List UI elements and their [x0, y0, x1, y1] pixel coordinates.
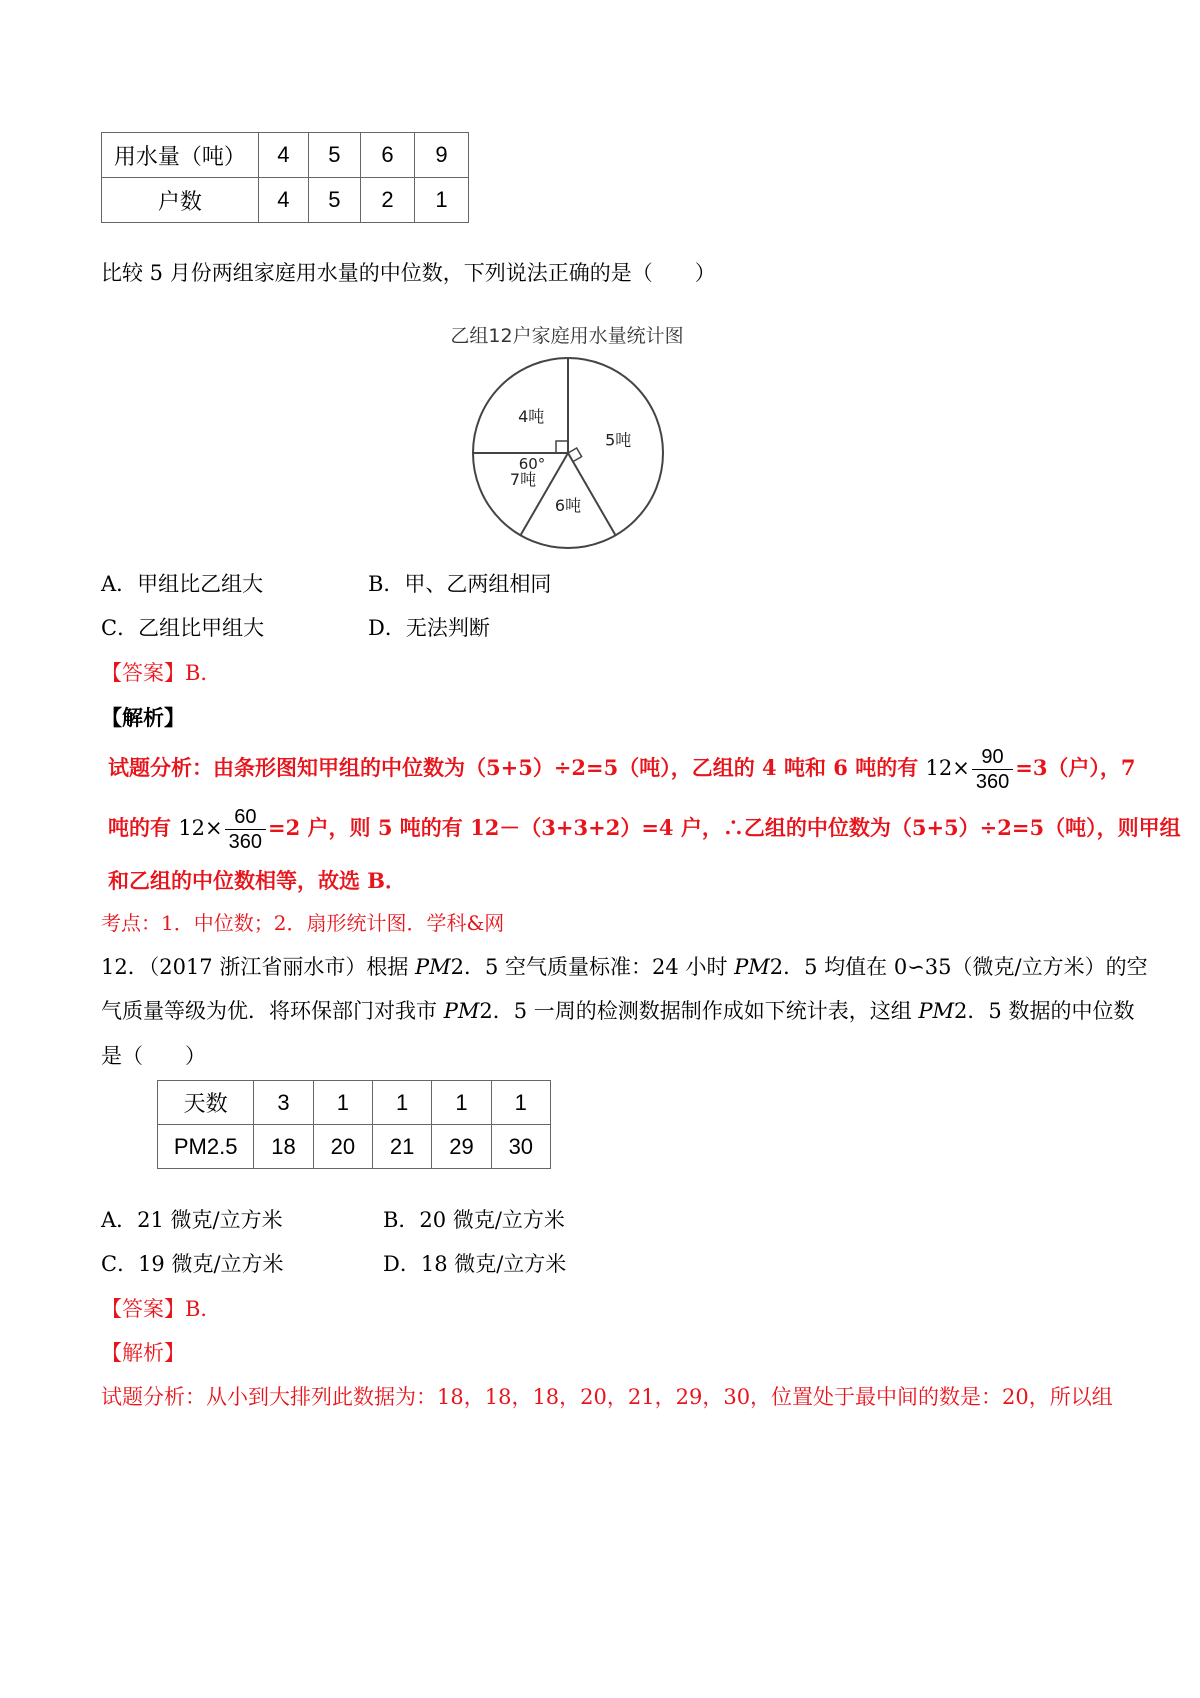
fraction	[225, 805, 266, 854]
answer-text: 【答案】B．	[101, 661, 222, 685]
option-b: B．甲、乙两组相同	[368, 572, 552, 596]
table-cell: 6	[360, 133, 414, 178]
table-cell: 5	[308, 178, 360, 223]
pie-chart-svg	[404, 318, 704, 554]
pie-slice-label: 5吨	[605, 430, 632, 450]
q12-line-2	[101, 996, 1134, 1026]
option-d: D．无法判断	[368, 616, 490, 640]
analysis-text: =2 户，则 5 吨的有 12－（3+3+2）=4 户，∴乙组的中位数为（5+5）÷2=5（吨），则甲组	[268, 815, 1181, 840]
option-a: A．21 微克/立方米	[101, 1208, 283, 1232]
pie-slice-label: 4吨	[518, 407, 545, 427]
analysis-text: 吨的有	[108, 815, 179, 840]
option-b: B．20 微克/立方米	[383, 1208, 565, 1232]
analysis-text: 12×	[925, 756, 970, 780]
question-text: 气质量等级为优．将环保部门对我市	[101, 999, 444, 1023]
pie-slice-boundary	[568, 453, 616, 535]
table-cell: 1	[372, 1081, 431, 1125]
table-cell: 29	[432, 1125, 491, 1169]
table-cell: 18	[254, 1125, 313, 1169]
question-text: PM	[443, 999, 480, 1023]
table-cell: 20	[313, 1125, 372, 1169]
analysis-text: 试题分析：由条形图知甲组的中位数为（5+5）÷2=5（吨），乙组的 4 吨和 6 吨的有	[108, 755, 926, 780]
table-cell: 1	[491, 1081, 550, 1125]
question-text: PM	[918, 999, 955, 1023]
question-text: PM	[415, 955, 451, 979]
analysis-line-3: 和乙组的中位数相等，故选 B．	[108, 868, 407, 893]
option-c: C．乙组比甲组大	[101, 616, 265, 640]
fraction-denominator: 360	[975, 771, 1010, 793]
table-cell: 4	[258, 178, 308, 223]
water-usage-table	[101, 132, 469, 223]
table-cell: 4	[258, 133, 308, 178]
option-c: C．19 微克/立方米	[101, 1252, 284, 1276]
table-cell: 1	[414, 178, 468, 223]
pie-slice-label: 6吨	[554, 496, 582, 515]
pie-chart	[404, 318, 704, 554]
question-text: 2．5 均值在 0∽35（微克/立方米）的空	[769, 955, 1148, 979]
angle-annotation: 60°	[518, 455, 546, 473]
analysis-label: 【解析】	[101, 1341, 185, 1365]
kaodian: 考点：1．中位数；2．扇形统计图．学科&网	[101, 911, 505, 935]
answer-label	[101, 658, 221, 688]
question-text: 12．（2017 浙江省丽水市）根据	[101, 955, 416, 979]
question-text: 2．5 空气质量标准：24 小时	[450, 955, 735, 979]
fraction-numerator: 60	[225, 805, 266, 830]
table-cell: PM2.5	[158, 1125, 254, 1169]
analysis-line-1	[108, 743, 1136, 794]
analysis-text: =3（户），7	[1015, 755, 1136, 780]
analysis-line-2	[108, 803, 1181, 854]
question-text: 2．5 一周的检测数据制作成如下统计表，这组	[479, 999, 919, 1023]
table-cell: 用水量（吨）	[102, 133, 259, 178]
q12-line-1	[101, 952, 1148, 982]
option-a: A．甲组比乙组大	[101, 572, 264, 596]
answer-text: 【答案】B．	[101, 1297, 222, 1321]
pie-slice-label: 7吨	[509, 470, 537, 489]
fraction-numerator: 90	[972, 745, 1013, 770]
question-text: PM	[734, 955, 770, 979]
question-text: 2．5 数据的中位数	[954, 999, 1135, 1023]
table-cell: 1	[313, 1081, 372, 1125]
right-angle-marker	[556, 441, 568, 453]
table-cell: 1	[432, 1081, 491, 1125]
fraction-denominator: 360	[228, 831, 263, 853]
question-prompt: 比较 5 月份两组家庭用水量的中位数，下列说法正确的是（ ）	[101, 261, 716, 285]
table-cell: 天数	[158, 1081, 254, 1125]
chart-title: 乙组12户家庭用水量统计图	[450, 325, 684, 347]
table-cell: 5	[308, 133, 360, 178]
analysis-text: 12×	[178, 816, 223, 840]
option-d: D．18 微克/立方米	[383, 1252, 567, 1276]
fraction	[972, 745, 1013, 794]
table-cell: 21	[372, 1125, 431, 1169]
q12-line-3: 是（ ）	[101, 1044, 206, 1068]
pm25-table	[157, 1080, 551, 1169]
table-cell: 30	[491, 1125, 550, 1169]
table-cell: 2	[360, 178, 414, 223]
table-cell: 户数	[102, 178, 259, 223]
analysis-text: 试题分析：从小到大排列此数据为：18，18，18，20，21，29，30，位置处于最中间的数是：20，所以组	[101, 1385, 1113, 1409]
table-cell: 9	[414, 133, 468, 178]
table-cell: 3	[254, 1081, 313, 1125]
analysis-label: 【解析】	[101, 705, 185, 730]
